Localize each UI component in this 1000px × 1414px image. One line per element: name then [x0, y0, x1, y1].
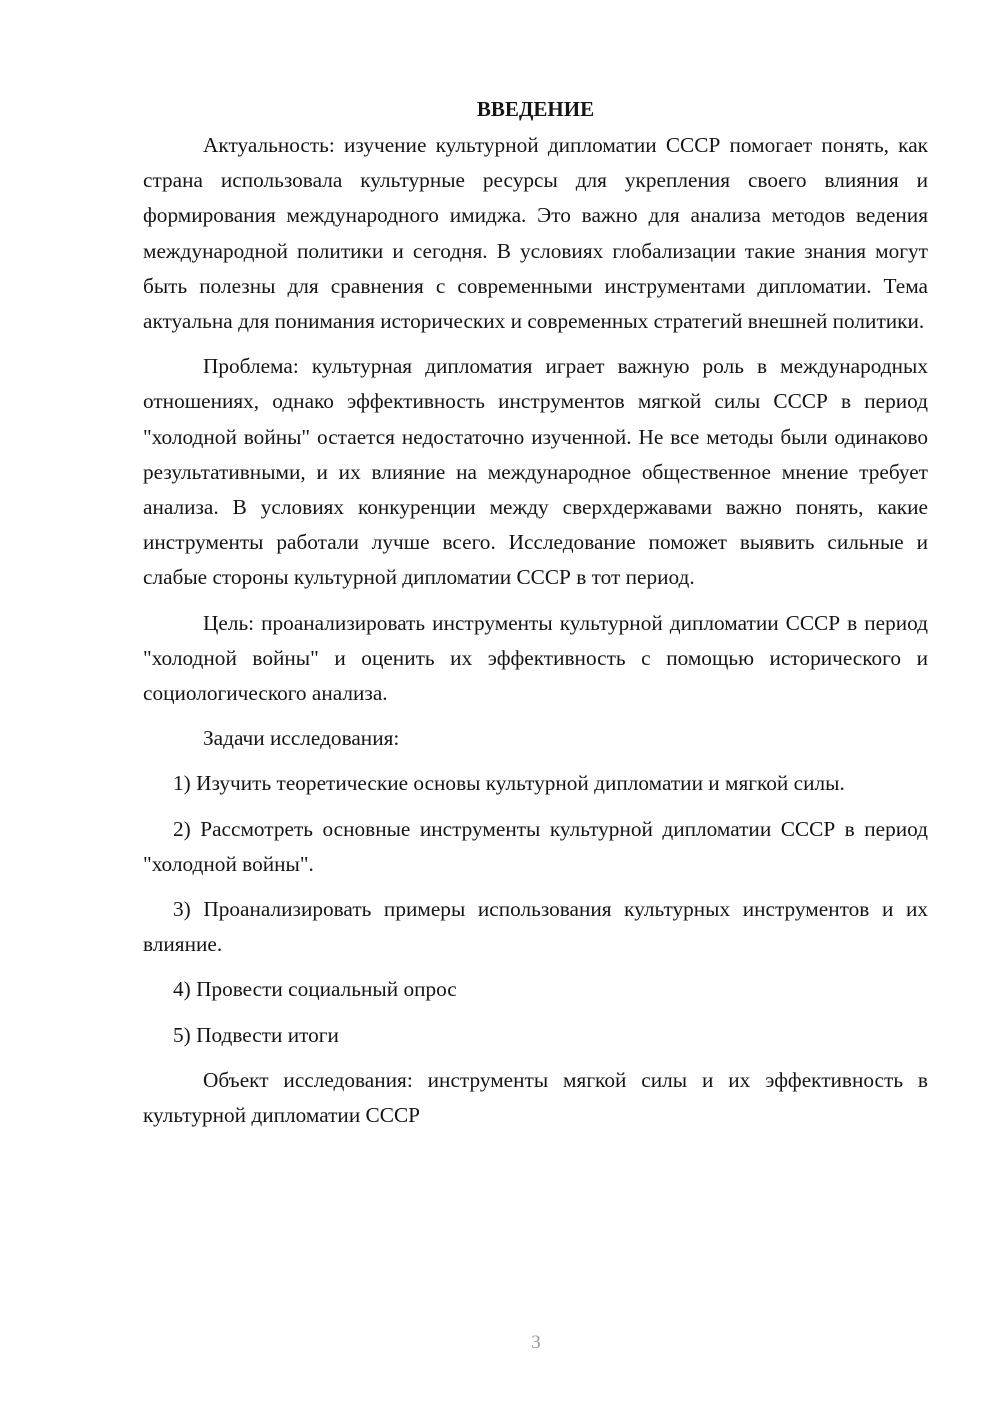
task-item: 3) Проанализировать примеры использования культурных инструментов и их влияние. — [143, 897, 928, 957]
task-item: 5) Подвести итоги — [173, 1022, 339, 1047]
tasks-label: Задачи исследования: — [203, 726, 400, 751]
paragraph-relevance: Актуальность: изучение культурной дипломатии СССР помогает понять, как страна использовала культурные ресурсы для укрепления своего влияния и формирования международного имиджа. Это важно для анализа методов ведения международной политики и сегодня. В условиях глобализации такие знания могут быть полезны для сравнения с современными инструментами дипломатии. Тема актуальна для понимания исторических и современных стратегий внешней политики. — [143, 133, 928, 334]
paragraph-goal: Цель: проанализировать инструменты культурной дипломатии СССР в период "холодной войны" и оценить их эффективность с помощью исторического и социологического анализа. — [143, 610, 928, 706]
task-item: 4) Провести социальный опрос — [173, 977, 457, 1002]
paragraph-problem: Проблема: культурная дипломатия играет важную роль в международных отношениях, однако эффективность инструментов мягкой силы СССР в период "холодной войны" остается недостаточно изученной. Не все методы были одинаково результативными, и их влияние на международное общественное мнение требует анализа. В условиях конкуренции между сверхдержавами важно понять, какие инструменты работали лучше всего. Исследование поможет выявить сильные и слабые стороны культурной дипломатии СССР в тот период. — [143, 354, 928, 590]
task-item: 2) Рассмотреть основные инструменты культурной дипломатии СССР в период "холодной войны". — [143, 816, 928, 876]
section-title: ВВЕДЕНИЕ — [476, 97, 595, 121]
page-number: 3 — [531, 1332, 541, 1353]
task-item: 1) Изучить теоретические основы культурной дипломатии и мягкой силы. — [173, 771, 845, 796]
paragraph-object: Объект исследования: инструменты мягкой силы и их эффективность в культурной дипломатии СССР — [143, 1067, 928, 1128]
document-page — [143, 94, 928, 1143]
